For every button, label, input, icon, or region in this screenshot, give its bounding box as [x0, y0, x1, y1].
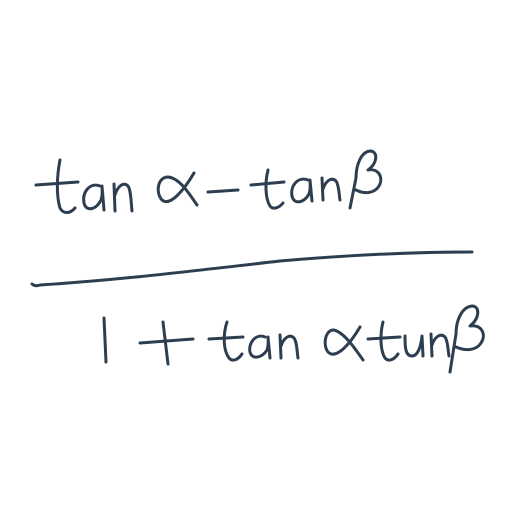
numerator-a2 — [292, 179, 312, 202]
denominator-t1-stem — [224, 322, 242, 360]
numerator-n1 — [114, 184, 132, 211]
denominator-a2 — [405, 336, 423, 356]
numerator-a1 — [84, 185, 104, 210]
denominator-beta — [450, 306, 483, 372]
numerator-alpha — [158, 173, 197, 205]
numerator-t1-stem — [57, 160, 75, 213]
denominator-plus-vertical — [163, 322, 168, 364]
denominator-t2-bar — [368, 337, 400, 339]
numerator-t2-stem — [266, 170, 283, 208]
denominator-alpha — [325, 327, 363, 360]
fraction-bar — [32, 252, 472, 286]
denominator-n2 — [431, 334, 449, 356]
denominator-t1-bar — [209, 337, 243, 339]
denominator-t2-stem — [381, 322, 398, 360]
numerator-minus — [208, 190, 238, 192]
numerator — [36, 151, 381, 213]
denominator-plus-horizontal — [140, 339, 193, 343]
numerator-t2-bar — [251, 182, 284, 185]
denominator — [104, 306, 483, 372]
denominator-a1 — [250, 336, 270, 358]
denominator-one — [104, 318, 106, 362]
numerator-t1-bar — [36, 182, 78, 185]
denominator-n1 — [280, 335, 298, 358]
numerator-beta — [350, 151, 381, 208]
numerator-n2 — [322, 178, 340, 200]
